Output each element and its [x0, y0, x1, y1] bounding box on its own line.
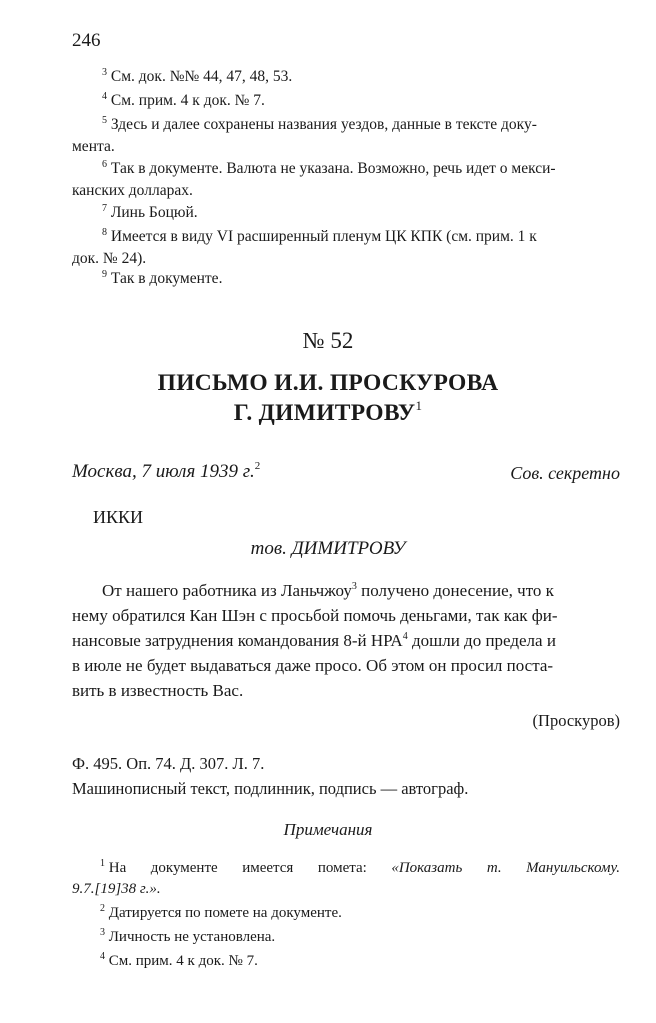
footnote-3: $^3$ См. док. №№ 44, 47, 48, 53. [102, 67, 293, 85]
note-1: $^1$ На документе имеется помета: «Показать т. Мануильскому. 9.7.[19]38 г.». [72, 858, 620, 897]
document-number: № 52 [302, 328, 354, 353]
letter-body [72, 578, 620, 703]
document-title: ПИСЬМО И.И. ПРОСКУРОВА Г. ДИМИТРОВУ$^1$ [157, 370, 499, 426]
recipient-organization: ИККИ [93, 507, 144, 527]
body-line: От нашего работника из Ланьчжоу$^3$ получено донесение, что к [102, 581, 554, 600]
place-date: Москва, 7 июля 1939 г.$^2$ [72, 460, 261, 482]
page-number: 246 [72, 30, 101, 51]
body-line: нему обратился Кан Шэн с просьбой помочь деньгами, так как фи- [72, 606, 558, 625]
title-footnote-ref: 1 [415, 398, 423, 413]
note-2: $^2$ Датируется по помете на документе. [100, 903, 342, 921]
addressee: тов. ДИМИТРОВУ [250, 538, 406, 559]
body-line: нансовые затруднения командования 8-й НРА$^4$ дошли до предела и [72, 631, 556, 650]
footnote-6: $^6$ Так в документе. Валюта не указана. Возможно, речь идет о мекси- канских долларах. [72, 159, 556, 199]
footnote-4: $^4$ См. прим. 4 к док. № 7. [102, 91, 265, 109]
notes-heading: Примечания [283, 820, 373, 839]
classification-mark: Сов. секретно [510, 463, 620, 483]
footnote-8: $^8$ Имеется в виду VI расширенный пленум ЦК КПК (см. прим. 1 к док. № 24). [72, 227, 537, 267]
footnote-9: $^9$ Так в документе. [102, 269, 223, 287]
signature: (Проскуров) [532, 711, 620, 730]
note-4: $^4$ См. прим. 4 к док. № 7. [100, 951, 258, 969]
archive-reference: Ф. 495. Оп. 74. Д. 307. Л. 7. Машинописный текст, подлинник, подпись — автограф. [72, 754, 469, 798]
footnote-5: $^5$ Здесь и далее сохранены названия уездов, данные в тексте доку- мента. [72, 115, 537, 155]
notes-list [72, 858, 620, 975]
note-3: $^3$ Личность не установлена. [100, 927, 276, 945]
body-line: вить в известность Вас. [72, 681, 244, 700]
body-line: в июле не будет выдаваться даже просо. Об этом он просил поста- [72, 656, 554, 675]
footnote-7: $^7$ Линь Боцюй. [102, 203, 198, 221]
